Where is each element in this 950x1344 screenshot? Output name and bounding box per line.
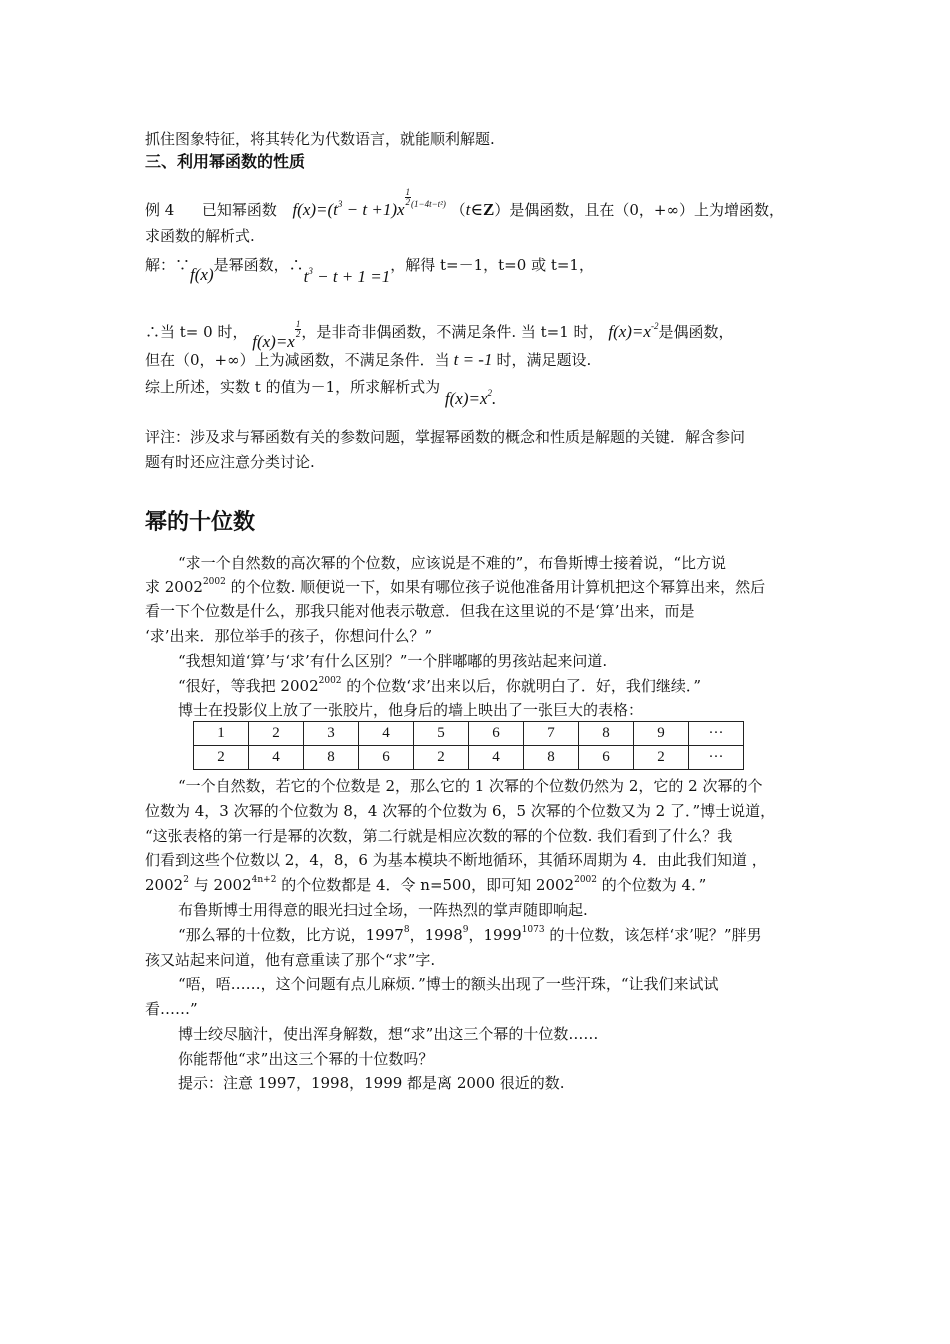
table-cell: 2 bbox=[249, 722, 304, 746]
story-p8-line1: “唔，唔……，这个问题有点儿麻烦．”博士的额头出现了一些汗珠，“让我们来试试 bbox=[178, 975, 719, 993]
story-p5-line1: “一个自然数，若它的个位数是 2，那么它的 1 次幂的个位数仍然为 2，它的 2 次幂的个 bbox=[178, 777, 763, 795]
table-cell: 2 bbox=[194, 746, 249, 770]
comment-line-2: 题有时还应注意分类讨论. bbox=[145, 453, 315, 471]
table-cell: 7 bbox=[524, 722, 579, 746]
solution-line-3: 但在（0，+∞）上为减函数，不满足条件．当 t = -1 时，满足题设. bbox=[145, 350, 592, 369]
example-lead: 已知幂函数 bbox=[201, 201, 277, 219]
solution-line-2: ∴当 t= 0 时， f(x)=x $\frac{1}{2}$ ，是非奇非偶函数，不满足条件. 当 t=1 时， $f(x)=x^{-2}$是偶函数， bbox=[145, 319, 734, 351]
story-p9: 博士绞尽脑汁，使出浑身解数，想“求”出这三个幂的十位数…… bbox=[178, 1025, 599, 1043]
table-cell: 2 bbox=[414, 746, 469, 770]
story-p7-line2: 孩又站起来问道，他有意重读了那个“求”字. bbox=[145, 951, 436, 969]
table-cell: 9 bbox=[634, 722, 689, 746]
table-cell: 8 bbox=[304, 746, 359, 770]
table-cell: ··· bbox=[689, 722, 744, 746]
story-p3: “很好，等我把 $2002^{2002}$ 的个位数‘求’出来以后，你就明白了．好，我们继续．” bbox=[178, 676, 702, 695]
comment-line-1: 评注：涉及求与幂函数有关的参数问题，掌握幂函数的概念和性质是解题的关键．解含参问 bbox=[145, 428, 746, 446]
table-cell: 5 bbox=[414, 722, 469, 746]
solution-line-4: 综上所述，实数 t 的值为－1，所求解析式为 $f(x)=x^2$. bbox=[145, 378, 497, 408]
table-cell: 8 bbox=[579, 722, 634, 746]
story-p7-line1: “那么幂的十位数，比方说，1997$^8$，1998$^9$，$1999^{1073}$ 的十位数，该怎样‘求’呢？”胖男 bbox=[178, 925, 762, 944]
integer-set-symbol: Z bbox=[483, 200, 495, 219]
table-cell: 2 bbox=[634, 746, 689, 770]
exponent-fraction: $\frac{1}{2}$ bbox=[405, 187, 411, 207]
story-p5-line4: 们看到这些个位数以 2，4，8，6 为基本模块不断地循环，其循环周期为 4．由此我们知道 ， bbox=[145, 851, 767, 869]
table-row bbox=[194, 746, 744, 770]
story-p5-line3: “这张表格的第一行是幂的次数，第二行就是相应次数的幂的个位数. 我们看到了什么？我 bbox=[145, 827, 733, 845]
table-cell: 4 bbox=[469, 746, 524, 770]
table-cell: ··· bbox=[689, 746, 744, 770]
example-label: 例 4 bbox=[145, 201, 175, 219]
solution-line-1: 解：∵f(x)是幂函数，$\therefore t^3 - t + 1 =1$，解得 t=－1，t=0 或 t=1， bbox=[145, 256, 594, 286]
power-function-formula: $f(x)=(t^3 - t +1)x$ $\frac{1}{2}$ $^{(1-4t-t^2)}$ bbox=[292, 187, 446, 219]
table-row bbox=[194, 722, 744, 746]
story-p1-line3: 看一下个位数是什么，那我只能对他表示敬意．但我在这里说的不是‘算’出来，而是 bbox=[145, 602, 695, 620]
table-cell: 6 bbox=[359, 746, 414, 770]
story-p10: 你能帮他“求”出这三个幂的十位数吗？ bbox=[178, 1050, 434, 1068]
story-p5-line2: 位数为 4，3 次幂的个位数为 8，4 次幂的个位数为 6，5 次幂的个位数又为 2 了．”博士说道， bbox=[145, 802, 776, 820]
table-cell: 1 bbox=[194, 722, 249, 746]
story-p1-line2: 求 $2002^{2002}$ 的个位数. 顺便说一下，如果有哪位孩子说他准备用计算机把这个幂算出来，然后 bbox=[145, 577, 766, 596]
intro-text: 抓住图象特征，将其转化为代数语言，就能顺利解题. bbox=[145, 130, 495, 148]
table-cell: 4 bbox=[359, 722, 414, 746]
example-4-statement: 例 4 已知幂函数 $f(x)=(t^3 - t +1)x$ $\frac{1}{2}$ $^{(1-4t-t^2)}$ （t∈Z）是偶函数，且在（0，+∞）上为增函数， bbox=[145, 187, 784, 219]
story-p6: 布鲁斯博士用得意的眼光扫过全场，一阵热烈的掌声随即响起. bbox=[178, 901, 588, 919]
story-p2: “我想知道‘算’与‘求’有什么区别？”一个胖嘟嘟的男孩站起来问道. bbox=[178, 652, 608, 670]
story-p1-line4: ‘求’出来．那位举手的孩子，你想问什么？” bbox=[145, 627, 433, 645]
units-digit-table bbox=[193, 721, 744, 770]
example-4-statement-cont: 求函数的解析式. bbox=[145, 227, 255, 245]
story-p8-line2: 看……” bbox=[145, 1000, 198, 1018]
section-heading: 三、利用幂函数的性质 bbox=[145, 152, 306, 171]
table-cell: 6 bbox=[469, 722, 524, 746]
table-cell: 3 bbox=[304, 722, 359, 746]
story-p1-line1: “求一个自然数的高次幂的个位数，应该说是不难的”，布鲁斯博士接着说，“比方说 bbox=[178, 554, 727, 572]
table-cell: 8 bbox=[524, 746, 579, 770]
story-p11: 提示：注意 1997，1998，1999 都是离 2000 很近的数. bbox=[178, 1074, 565, 1092]
story-title: 幂的十位数 bbox=[145, 510, 256, 535]
exponent-half: $\frac{1}{2}$ bbox=[295, 319, 301, 339]
table-cell: 6 bbox=[579, 746, 634, 770]
table-cell: 4 bbox=[249, 746, 304, 770]
story-p5-line5: 2002$^2$ 与 $2002^{4n+2}$ 的个位数都是 4．令 n=500，即可知 $2002^{2002}$ 的个位数为 4．” bbox=[145, 875, 707, 894]
story-p4: 博士在投影仪上放了一张胶片，他身后的墙上映出了一张巨大的表格： bbox=[178, 701, 644, 719]
